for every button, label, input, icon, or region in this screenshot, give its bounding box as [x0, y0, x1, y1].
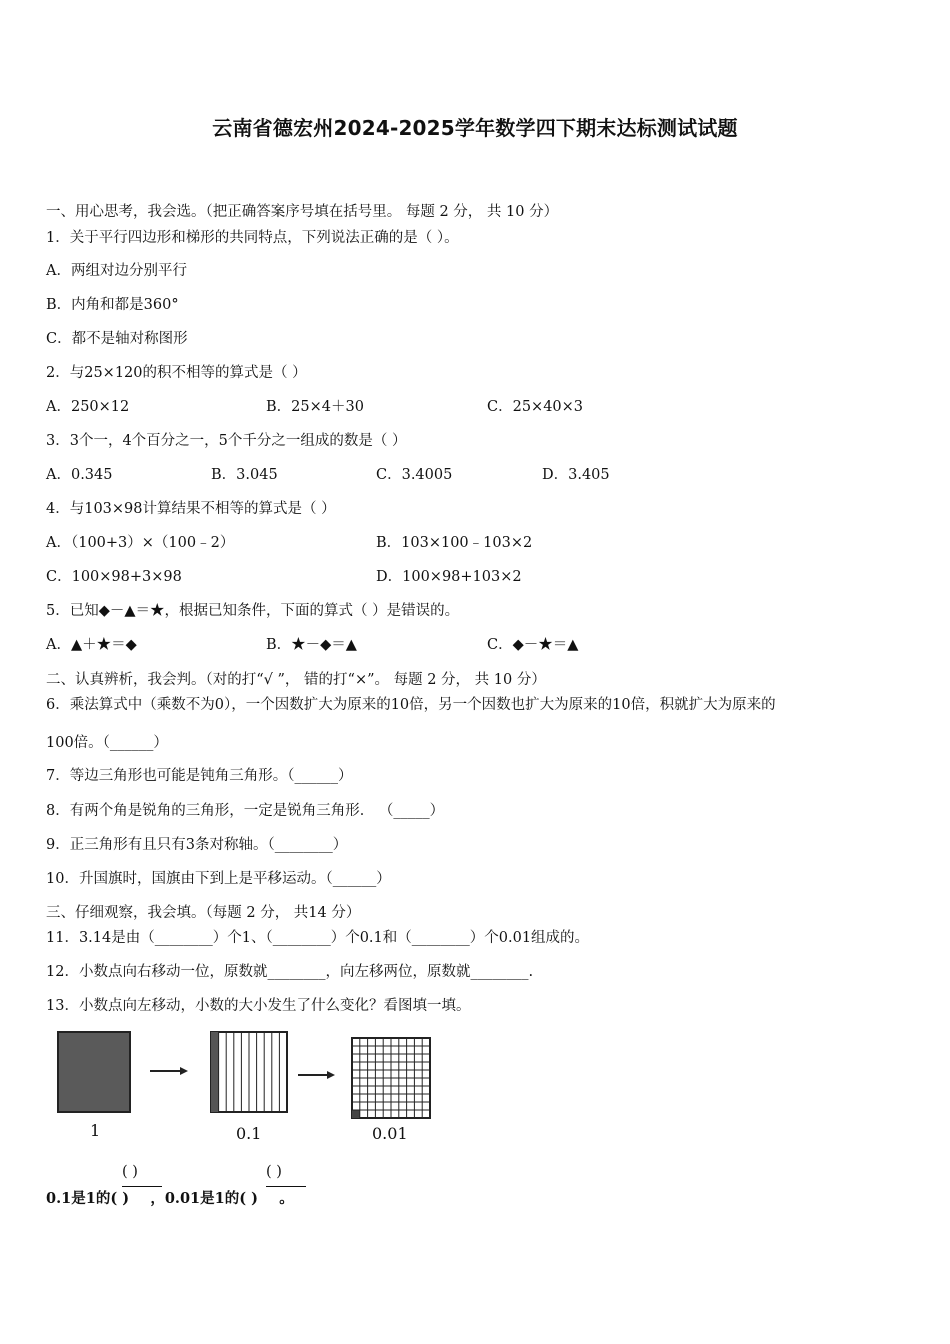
q2-option-b: B．25×4＋30: [266, 399, 364, 415]
tenths-square: [211, 1032, 287, 1112]
q1-option-a: A．两组对边分别平行: [46, 263, 187, 279]
question-13-answer-line: [46, 1189, 294, 1209]
q5-option-a: A．▲＋★＝◆: [46, 637, 137, 653]
question-2-stem: 2．与25×120的积不相等的算式是（ ）: [46, 365, 307, 381]
section-3-heading: 三、仔细观察，我会填。（每题 2 分， 共14 分）: [46, 905, 361, 921]
answer-prefix: 0.1是1的: [46, 1190, 111, 1207]
question-6-line-2: 100倍。（______）: [46, 735, 168, 751]
question-8: 8．有两个角是锐角的三角形，一定是锐角三角形． （_____）: [46, 803, 445, 819]
q4-option-d: D．100×98+103×2: [376, 569, 522, 585]
q3-option-d: D．3.405: [542, 467, 610, 483]
q3-option-b: B．3.045: [211, 467, 278, 483]
question-5-stem: 5．已知◆－▲＝★，根据已知条件，下面的算式（ ）是错误的。: [46, 603, 460, 619]
question-10: 10．升国旗时，国旗由下到上是平移运动。（______）: [46, 871, 391, 887]
q5-option-c: C．◆－★＝▲: [487, 637, 579, 653]
q2-option-c: C．25×40×3: [487, 399, 584, 415]
whole-square: [58, 1032, 130, 1112]
question-3-stem: 3．3个一，4个百分之一，5个千分之一组成的数是（ ）: [46, 433, 407, 449]
question-6-line-1: 6．乘法算式中（乘数不为0），一个因数扩大为原来的10倍，另一个因数也扩大为原来的10倍，积就扩大为原来的: [46, 697, 776, 713]
q4-option-b: B．103×100﹣103×2: [376, 535, 533, 551]
figure-label-0-1: 0.1: [236, 1124, 262, 1143]
arrow-icon: [298, 1071, 335, 1079]
question-4-stem: 4．与103×98计算结果不相等的算式是（ ）: [46, 501, 336, 517]
fraction-bar: [122, 1186, 162, 1187]
question-12: 12．小数点向右移动一位，原数就________，向左移两位，原数就________.: [46, 964, 534, 980]
figure-label-0-01: 0.01: [372, 1124, 408, 1143]
section-2-heading: 二、认真辨析，我会判。（对的打“√ ”， 错的打“×”。 每题 2 分， 共 10 分）: [46, 672, 546, 688]
fraction-denominator-1: ( ): [110, 1190, 130, 1207]
question-9: 9．正三角形有且只有3条对称轴。（________）: [46, 837, 348, 853]
q5-option-b: B．★－◆＝▲: [266, 637, 357, 653]
question-7: 7．等边三角形也可能是钝角三角形。（______）: [46, 768, 353, 784]
fraction-bar: [266, 1186, 306, 1187]
fraction-denominator-2: ( ): [239, 1190, 259, 1207]
q3-option-c: C．3.4005: [376, 467, 453, 483]
q4-option-c: C．100×98+3×98: [46, 569, 182, 585]
answer-suffix: 。: [279, 1190, 294, 1207]
figure-label-1: 1: [90, 1121, 101, 1140]
question-11: 11．3.14是由（________）个1、（________）个0.1和（________）个0.01组成的。: [46, 930, 590, 946]
q1-option-c: C．都不是轴对称图形: [46, 331, 188, 347]
section-1-heading: 一、用心思考，我会选。（把正确答案序号填在括号里。 每题 2 分， 共 10 分）: [46, 204, 559, 220]
q3-option-a: A．0.345: [46, 467, 113, 483]
page-title: 云南省德宏州2024-2025学年数学四下期末达标测试试题: [212, 116, 738, 140]
q2-option-a: A．250×12: [46, 399, 130, 415]
hundredths-square: [352, 1038, 430, 1118]
fraction-numerator-1: ( ): [122, 1164, 138, 1180]
question-13-stem: 13．小数点向左移动，小数的大小发生了什么变化？看图填一填。: [46, 998, 471, 1014]
arrow-icon: [150, 1067, 188, 1075]
q1-option-b: B．内角和都是360°: [46, 297, 179, 313]
question-1-stem: 1．关于平行四边形和梯形的共同特点，下列说法正确的是（ ）。: [46, 230, 459, 246]
answer-middle: ，0.01是1的: [150, 1190, 240, 1207]
fraction-numerator-2: ( ): [266, 1164, 282, 1180]
q4-option-a: A．（100+3）×（100﹣2）: [46, 535, 235, 551]
